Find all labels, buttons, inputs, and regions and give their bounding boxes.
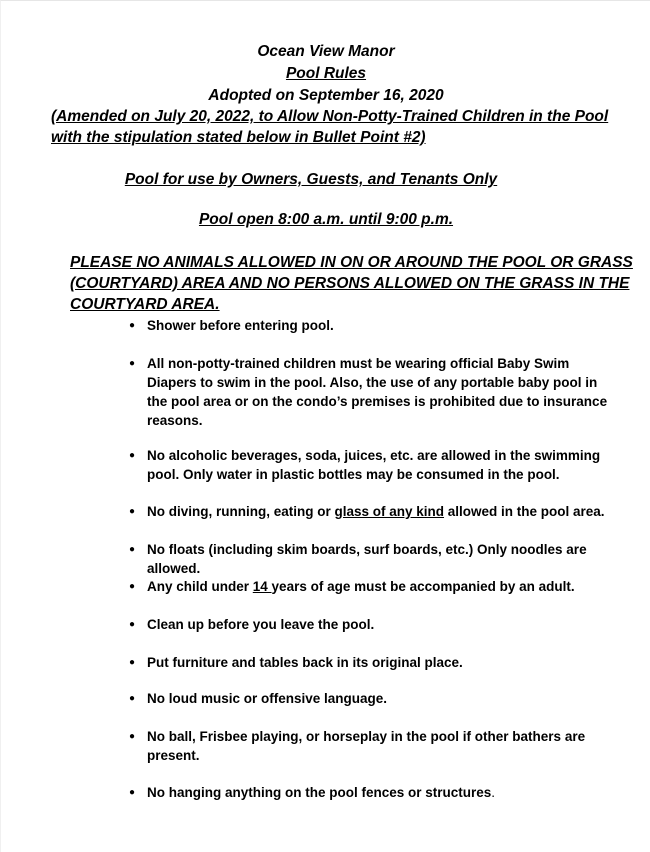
warning-line-3: COURTYARD AREA. (70, 296, 220, 313)
bullet-icon: ● (129, 693, 136, 704)
rule-11-line-1 (147, 783, 612, 802)
rule-item (129, 727, 609, 765)
bullet-icon: ● (129, 731, 136, 742)
rule-10-line-2: present. (147, 748, 200, 763)
rule-5-line-1: No floats (including skim boards, surf boards, etc.) Only noodles are (147, 542, 587, 557)
bullet-icon: ● (129, 450, 136, 461)
bullet-icon: ● (129, 358, 136, 369)
rule-2-line-3: the pool area or on the condo’s premises is prohibited due to insurance (147, 394, 608, 409)
org-name: Ocean View Manor (257, 43, 395, 60)
hours-text: Pool open 8:00 a.m. until 9:00 p.m. (198, 211, 454, 228)
rule-8-line-1: Put furniture and tables back in its original place. (147, 655, 463, 670)
rule-11-trailing: . (491, 785, 496, 800)
rule-6-line-1 (147, 577, 612, 596)
rule-item (129, 316, 609, 335)
rule-item (129, 689, 609, 708)
rule-4-text-after: allowed in the pool area. (444, 504, 605, 519)
rule-3-line-2: pool. Only water in plastic bottles may be consumed in the pool. (147, 467, 560, 482)
rule-5-line-2: allowed. (147, 561, 201, 576)
rule-item (129, 577, 609, 596)
rule-1-line-1: Shower before entering pool. (147, 318, 334, 333)
rule-item (129, 446, 609, 484)
adopted-date: Adopted on September 16, 2020 (208, 87, 444, 104)
bullet-icon: ● (129, 320, 136, 331)
rule-item (129, 615, 609, 634)
hours-line (1, 209, 650, 230)
usage-line (0, 169, 636, 190)
rule-6-text-underlined: 14 (252, 579, 272, 594)
rule-item (129, 653, 609, 672)
rule-4-text-before: No diving, running, eating or (147, 504, 335, 519)
warning-line-1: PLEASE NO ANIMALS ALLOWED IN ON OR AROUND THE POOL OR GRASS (70, 254, 633, 271)
rule-2-line-1: All non-potty-trained children must be wearing official Baby Swim (147, 356, 570, 371)
amendment-line-2: with the stipulation stated below in Bullet Point #2) (51, 129, 426, 146)
rule-item (129, 540, 609, 578)
bullet-icon: ● (129, 544, 136, 555)
usage-text: Pool for use by Owners, Guests, and Tenants Only (124, 171, 498, 188)
bullet-icon: ● (129, 657, 136, 668)
rule-2-line-4: reasons. (147, 413, 203, 428)
bullet-icon: ● (129, 581, 136, 592)
rule-4-line-1 (147, 502, 612, 521)
bullet-icon: ● (129, 619, 136, 630)
rule-6-text-before: Any child under (147, 579, 253, 594)
bullet-icon: ● (129, 506, 136, 517)
warning-line-2: (COURTYARD) AREA AND NO PERSONS ALLOWED ON THE GRASS IN THE (70, 275, 630, 292)
rule-6-text-after: years of age must be accompanied by an adult. (271, 579, 575, 594)
amendment-line-1: (Amended on July 20, 2022, to Allow Non-Potty-Trained Children in the Pool (51, 108, 609, 125)
rule-7-line-1: Clean up before you leave the pool. (147, 617, 375, 632)
rule-4-text-underlined: glass of any kind (334, 504, 445, 519)
rule-11-text: No hanging anything on the pool fences or structures (147, 785, 492, 800)
bullet-icon: ● (129, 787, 136, 798)
rule-item (129, 354, 609, 430)
rule-2-line-2: Diapers to swim in the pool. Also, the use of any portable baby pool in (147, 375, 598, 390)
doc-title-text: Pool Rules (285, 65, 367, 82)
rule-10-line-1: No ball, Frisbee playing, or horseplay in the pool if other bathers are (147, 729, 586, 744)
doc-title (1, 63, 650, 84)
rule-3-line-1: No alcoholic beverages, soda, juices, etc. are allowed in the swimming (147, 448, 601, 463)
rule-item (129, 783, 609, 802)
rule-9-line-1: No loud music or offensive language. (147, 691, 388, 706)
rule-item (129, 502, 609, 521)
